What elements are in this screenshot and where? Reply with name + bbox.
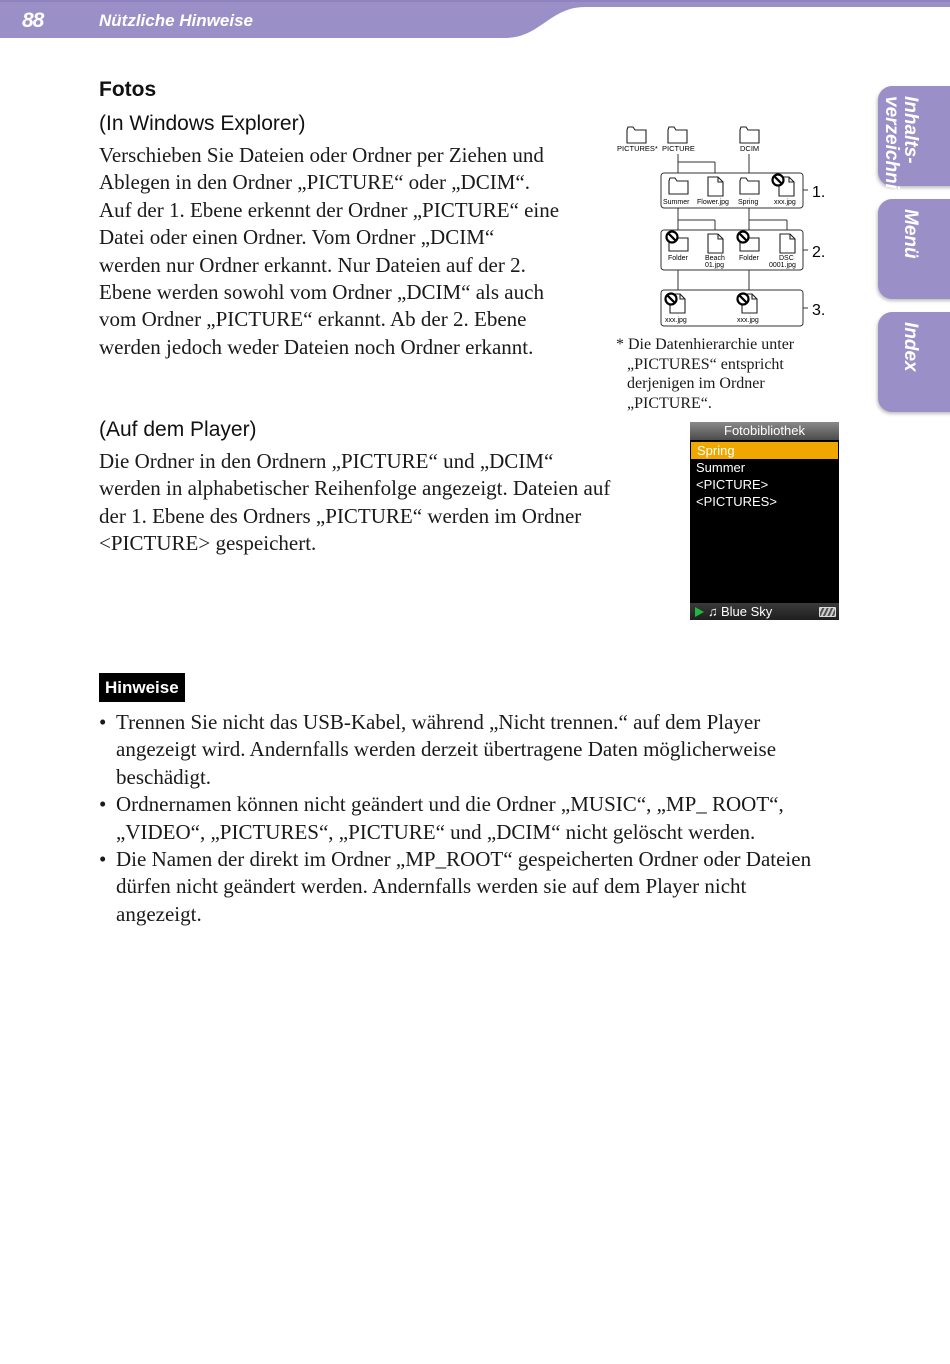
note-item: • Trennen Sie nicht das USB-Kabel, während „Nicht trennen.“ auf dem Player angezeigt wird. Andernfalls werden derzeit übertragene Daten möglicherweise beschädigt.	[99, 709, 829, 791]
tab-label: Inhalts- verzeichnis	[881, 96, 921, 200]
text-line: Auf der 1. Ebene erkennt der Ordner „PICTURE“ eine	[99, 197, 560, 222]
header-title: Nützliche Hinweise	[99, 11, 253, 30]
text-line: werden nur Ordner erkannt. Nur Dateien auf der 2.	[99, 252, 526, 277]
now-playing-title: Blue Sky	[721, 604, 773, 619]
player-list-item[interactable]: Spring	[691, 442, 838, 459]
diagram-label: xxx.jpg	[737, 317, 759, 324]
player-paragraph	[99, 448, 610, 558]
footnote-line: „PICTURES“ entspricht	[627, 355, 784, 373]
explorer-subtitle: (In Windows Explorer)	[99, 112, 306, 135]
footnote-marker: *	[616, 336, 624, 353]
tab-label: Index	[900, 322, 921, 372]
page-number: 88	[22, 9, 44, 32]
tab-label: Menü	[900, 209, 921, 259]
file-icon	[708, 177, 723, 196]
file-icon	[780, 234, 795, 253]
diagram-label: Folder	[739, 255, 759, 262]
tab-menu[interactable]	[878, 199, 950, 299]
level-label: 2.	[812, 244, 826, 261]
section-title: Fotos	[99, 78, 157, 101]
diagram-label: xxx.jpg	[774, 199, 796, 206]
player-screen	[690, 422, 839, 620]
diagram-label: Summer	[663, 199, 690, 206]
note-item: • Die Namen der direkt im Ordner „MP_ROOT“ gespeicherten Ordner oder Dateien dürfen nicht geändert werden. Andernfalls werden sie auf dem Player nicht angezeigt.	[99, 846, 829, 928]
folder-icon	[627, 127, 646, 143]
player-subtitle: (Auf dem Player)	[99, 418, 257, 441]
player-list-item[interactable]: <PICTURE>	[696, 477, 769, 492]
diagram-label: Spring	[738, 199, 759, 206]
text-line: Verschieben Sie Dateien oder Ordner per Ziehen und	[99, 143, 544, 167]
diagram-label: Folder	[668, 255, 688, 262]
diagram-label: DCIM	[740, 144, 760, 153]
player-status-bar	[690, 603, 839, 620]
diagram-label: 0001.jpg	[769, 262, 796, 269]
level-label: 3.	[812, 302, 826, 319]
text-line: vom Ordner „PICTURE“ erkannt. Ab der 2. Ebene	[99, 307, 527, 332]
text-line: werden in alphabetischer Reihenfolge angezeigt. Dateien auf	[99, 476, 611, 501]
explorer-paragraph	[99, 142, 559, 361]
not-recognized-icon	[666, 294, 677, 305]
folder-hierarchy-diagram	[612, 124, 832, 330]
text-line: Ablegen in den Ordner „PICTURE“ oder „DCIM“.	[99, 170, 530, 195]
diagram-label: 01.jpg	[705, 262, 725, 269]
not-recognized-icon	[738, 232, 749, 243]
player-list	[690, 442, 839, 510]
footnote-line: Die Datenhierarchie unter	[628, 336, 795, 353]
diagram-label: DSC	[779, 255, 794, 262]
play-icon	[695, 607, 704, 617]
player-list-item[interactable]: <PICTURES>	[696, 494, 777, 509]
diagram-label: PICTURE	[662, 144, 695, 153]
text-line: Die Ordner in den Ordnern „PICTURE“ und „DCIM“	[99, 449, 554, 473]
diagram-label: Beach	[705, 255, 725, 262]
footnote-line: „PICTURE“.	[627, 394, 712, 412]
battery-icon	[819, 607, 836, 617]
level-label: 1.	[812, 184, 826, 201]
tab-index[interactable]	[878, 312, 950, 412]
folder-icon	[668, 127, 687, 143]
text-line: <PICTURE> gespeichert.	[99, 531, 317, 556]
diagram-footnote	[616, 335, 836, 413]
text-line: werden jedoch weder Dateien noch Ordner erkannt.	[99, 334, 534, 359]
notes-badge: Hinweise	[99, 673, 185, 702]
diagram-label: Flower.jpg	[697, 199, 729, 206]
footnote-line: derjenigen im Ordner	[627, 375, 765, 392]
note-item: • Ordnernamen können nicht geändert und die Ordner „MUSIC“, „MP_ ROOT“, „VIDEO“, „PICTURES“, „PICTURE“ und „DCIM“ nicht gelöscht werden.	[99, 791, 829, 846]
folder-icon	[740, 127, 759, 143]
diagram-label: xxx.jpg	[665, 317, 687, 324]
not-recognized-icon	[773, 175, 784, 186]
not-recognized-icon	[667, 232, 678, 243]
player-list-item[interactable]: Summer	[696, 460, 746, 475]
text-line: Datei oder einen Ordner. Vom Ordner „DCIM“	[99, 225, 495, 250]
music-note-icon: ♫	[708, 604, 718, 619]
diagram-label: PICTURES*	[617, 144, 658, 153]
text-line: der 1. Ebene des Ordners „PICTURE“ werden im Ordner	[99, 503, 582, 528]
notes-list	[99, 709, 829, 928]
tab-inhaltsverzeichnis[interactable]	[878, 86, 950, 200]
text-line: Ebene werden sowohl vom Ordner „DCIM“ als auch	[99, 280, 544, 305]
not-recognized-icon	[738, 294, 749, 305]
player-screen-title: Fotobibliothek	[690, 422, 839, 440]
file-icon	[708, 234, 723, 253]
